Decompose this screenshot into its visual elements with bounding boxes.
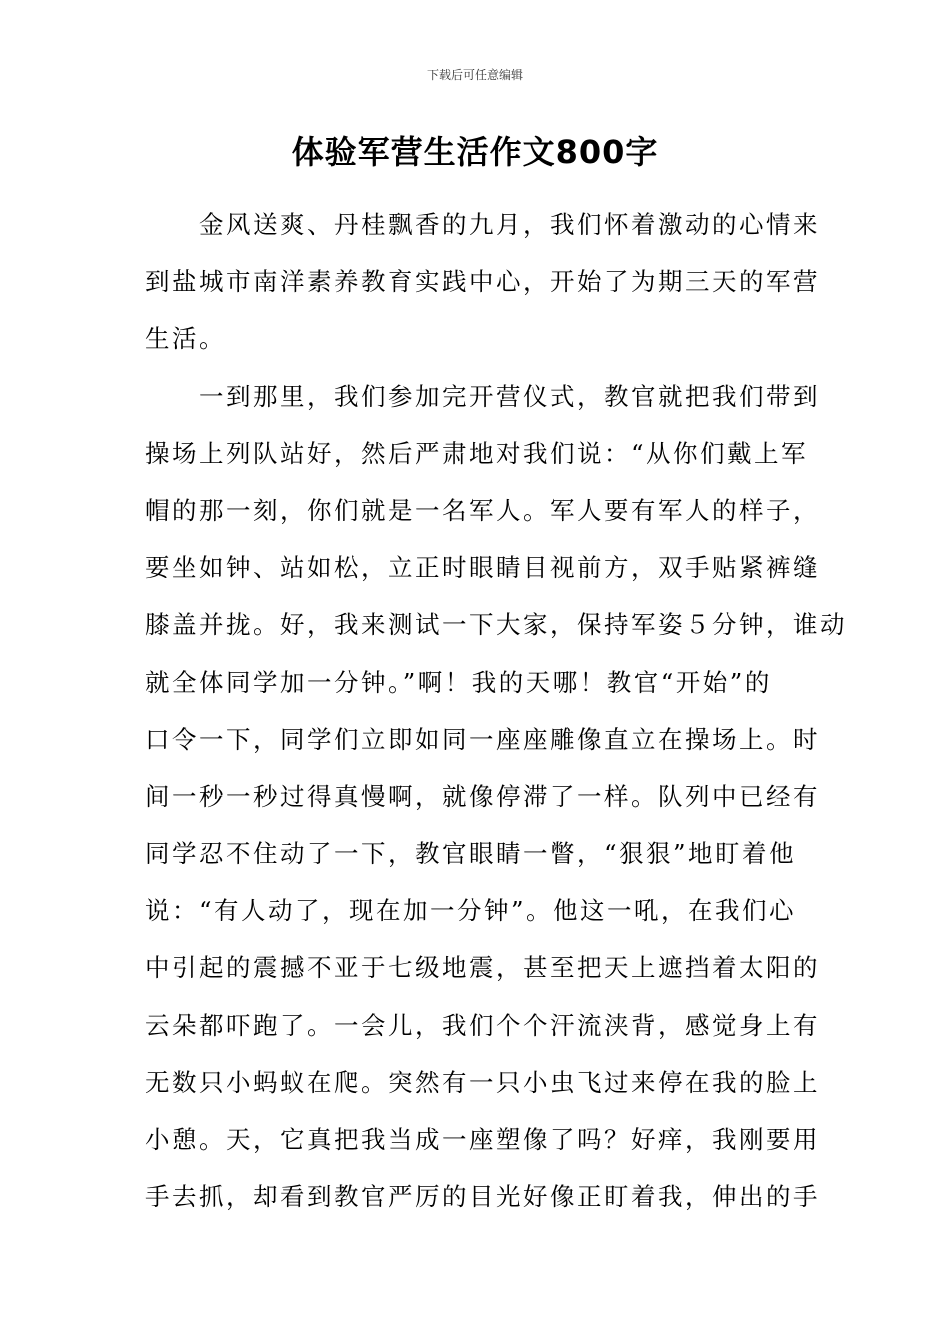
text-line: 帽的那一刻，你们就是一名军人。军人要有军人的样子， — [145, 495, 820, 525]
text-line: 同学忍不住动了一下，教官眼睛一瞥，“狠狠”地盯着他 — [145, 839, 797, 869]
text-line: 中引起的震撼不亚于七级地震，甚至把天上遮挡着太阳的 — [145, 953, 820, 983]
text-line: 到盐城市南洋素养教育实践中心，开始了为期三天的军营 — [145, 267, 820, 297]
text-line: 云朵都吓跑了。一会儿，我们个个汗流浃背，感觉身上有 — [145, 1010, 820, 1040]
paragraph-1 — [145, 196, 820, 368]
paragraph-2 — [145, 368, 847, 1283]
text-line: 无数只小蚂蚁在爬。突然有一只小虫飞过来停在我的脸上 — [145, 1067, 820, 1097]
text-line: 金风送爽、丹桂飘香的九月，我们怀着激动的心情来 — [199, 210, 820, 239]
text-line: 生活。 — [145, 324, 226, 354]
text-line: 说：“有人动了，现在加一分钟”。他这一吼，在我们心 — [145, 896, 797, 926]
text-line: 一到那里，我们参加完开营仪式，教官就把我们带到 — [199, 381, 820, 411]
text-line — [145, 1225, 810, 1282]
text-line: 要坐如钟、站如松，立正时眼睛目视前方，双手贴紧裤缝 — [145, 553, 820, 583]
document-title: 体验军营生活作文800字 — [291, 133, 659, 171]
text-line: 就全体同学加一分钟。”啊！我的天哪！教官“开始”的 — [145, 667, 772, 697]
text-line: 手去抓，却看到教官严厉的目光好像正盯着我，伸出的手 — [145, 1182, 820, 1212]
text-line: 操场上列队站好，然后严肃地对我们说：“从你们戴上军 — [145, 438, 809, 468]
text-line: 膝盖并拢。好，我来测试一下大家，保持军姿５分钟，谁动 — [145, 610, 847, 640]
text-line: 小憩。天，它真把我当成一座塑像了吗？好痒，我刚要用 — [145, 1125, 820, 1154]
document-body — [145, 196, 847, 1283]
text-line: 口令一下，同学们立即如同一座座雕像直立在操场上。时 — [145, 724, 820, 754]
text-line: 间一秒一秒过得真慢啊，就像停滞了一样。队列中已经有 — [145, 781, 820, 811]
header-note: 下载后可任意编辑 — [426, 68, 523, 82]
